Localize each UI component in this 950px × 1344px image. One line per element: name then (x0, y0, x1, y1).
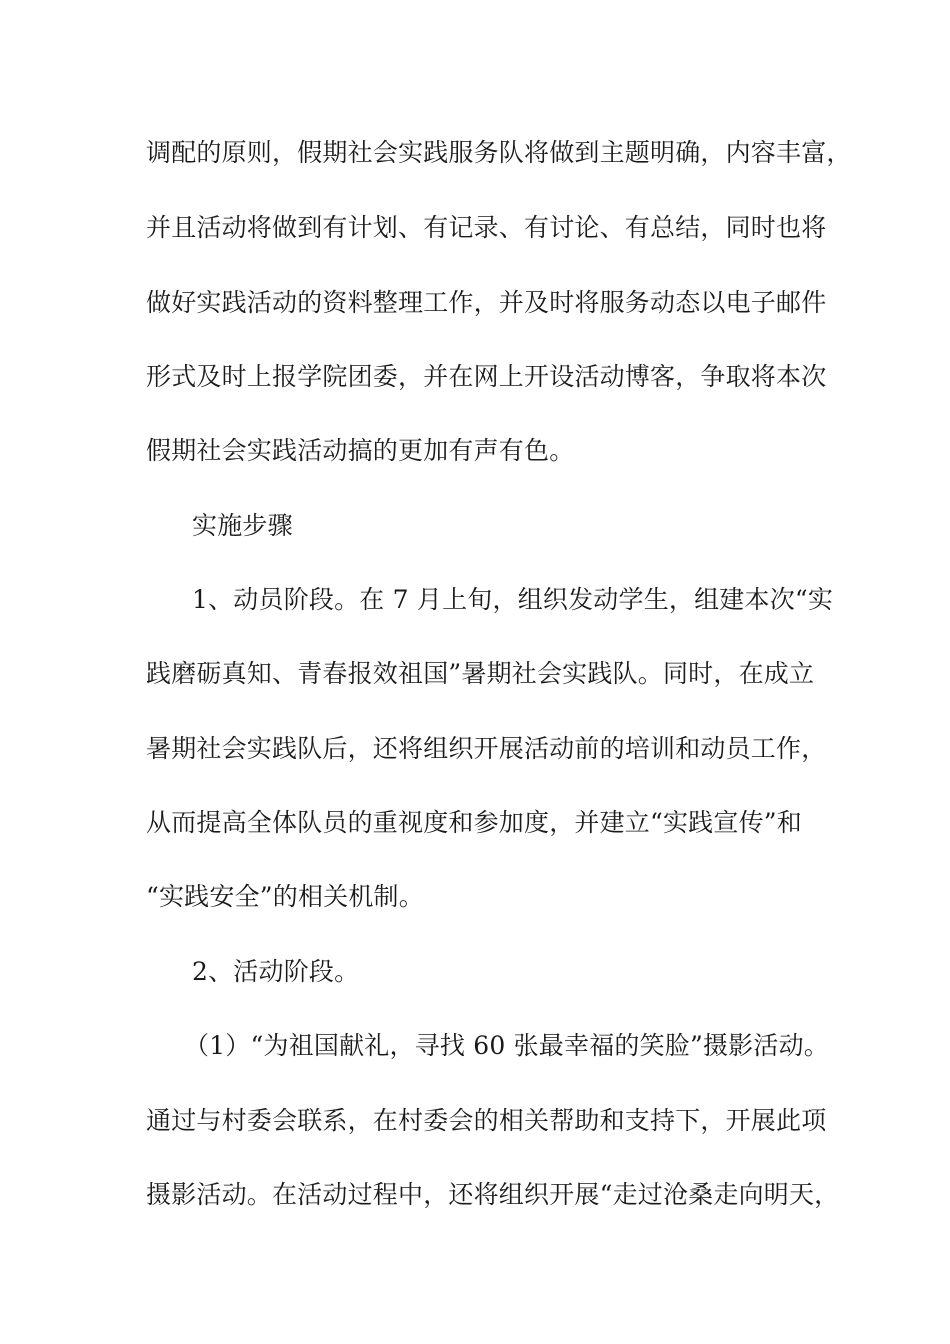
paragraph-line: 形式及时上报学院团委，并在网上开设活动博客，争取将本次 (146, 362, 827, 391)
paragraph-line: （1）“为祖国献礼，寻找 60 张最幸福的笑脸”摄影活动。 (184, 1031, 829, 1060)
section-heading: 实施步骤 (192, 511, 293, 540)
paragraph-line: 调配的原则，假期社会实践服务队将做到主题明确，内容丰富， (146, 138, 852, 167)
paragraph-line: 践磨砺真知、青春报效祖国”暑期社会实践队。同时，在成立 (146, 659, 815, 688)
paragraph-line: “实践安全”的相关机制。 (146, 882, 424, 911)
paragraph-line: 从而提高全体队员的重视度和参加度，并建立“实践宣传”和 (146, 808, 802, 837)
paragraph-line: 暑期社会实践队后，还将组织开展活动前的培训和动员工作， (146, 734, 827, 763)
paragraph-line: 2、活动阶段。 (192, 957, 360, 986)
paragraph-line: 1、动员阶段。在 7 月上旬，组织发动学生，组建本次“实 (192, 585, 834, 614)
paragraph-line: 摄影活动。在活动过程中，还将组织开展“走过沧桑走向明天， (146, 1180, 840, 1209)
paragraph-line: 假期社会实践活动搞的更加有声有色。 (146, 436, 575, 465)
paragraph-line: 并且活动将做到有计划、有记录、有讨论、有总结，同时也将 (146, 213, 827, 242)
paragraph-line: 做好实践活动的资料整理工作，并及时将服务动态以电子邮件 (146, 288, 827, 317)
paragraph-line: 通过与村委会联系，在村委会的相关帮助和支持下，开展此项 (146, 1106, 827, 1135)
